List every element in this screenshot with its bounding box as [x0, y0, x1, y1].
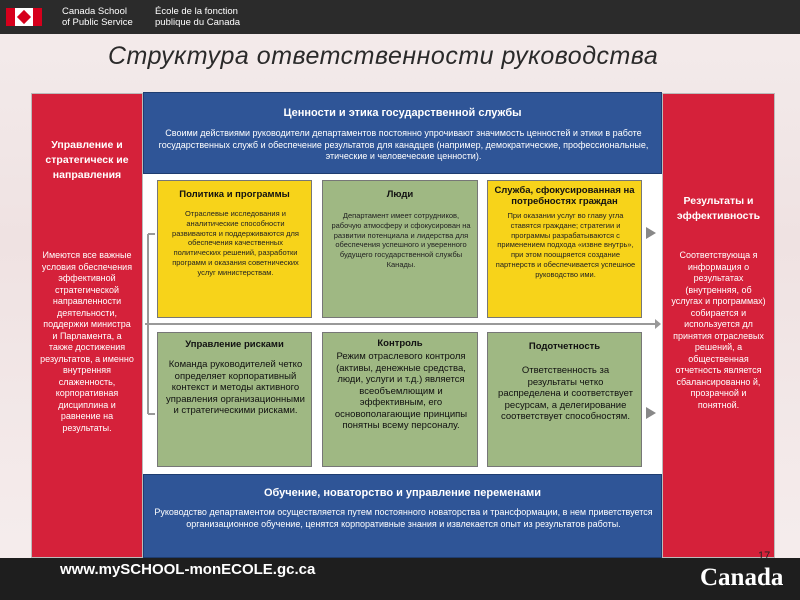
org-name-en: Canada School of Public Service [62, 6, 133, 28]
values-ethics-text: Своими действиями руководители департаментов постоянно упрочивают значимость ценностей и этики в работе государственных служб и обеспечение результатов для канадцев (например, демократические, профессиональные, этические и человеческие ценности). [158, 128, 649, 161]
left-panel [31, 93, 143, 558]
citizen-service-text: При оказании услуг во главу угла ставятся граждане; стратегии и программы разрабатываются с применением подхода «извне внутрь», при этом поощряется создание партнерств и обеспечивается успешное руководство ими. [495, 211, 636, 279]
risk-management-text: Команда руководителей четко определяет корпоративный контекст и методы активного управления организационными и стратегическими рисками. [166, 359, 305, 416]
accountability-box [487, 332, 642, 467]
left-panel-text: Имеются все важные условия обеспечения эффективной стратегической направленности деятельности, поддержки министра и Парламента, а также достижения результатов, а именно внутренняя слаженность, корпоративная дисциплина и равнение на результаты. [40, 250, 134, 433]
control-box [322, 332, 478, 467]
learning-innovation-band [143, 474, 662, 558]
values-ethics-band [143, 92, 662, 174]
policy-programs-heading: Политика и программы [179, 189, 290, 200]
control-text: Режим отраслевого контроля (активы, денежные средства, люди, услуги и т.д.) является всеобъемлющим и эффективным, его основополагающие принципы понятны всему персоналу. [334, 351, 468, 431]
right-panel [662, 93, 775, 558]
canada-flag-icon [6, 8, 42, 26]
values-ethics-heading: Ценности и этика государственной службы [283, 107, 522, 119]
learning-innovation-text: Руководство департаментом осуществляется путем постоянного новаторства и трансформации, в нем приветствуется организационное обучение, ценятся корпоративные знания и извлекается опыт из результатов работы. [154, 507, 653, 529]
citizen-service-box [487, 180, 642, 318]
risk-management-box [157, 332, 312, 467]
org-name-fr: École de la fonction publique du Canada [155, 6, 241, 28]
page-title: Структура ответственности руководства [108, 42, 659, 70]
people-heading: Люди [386, 189, 414, 200]
citizen-service-heading: Служба, сфокусированная на потребностях граждан [494, 185, 635, 207]
control-heading: Контроль [377, 338, 423, 349]
canada-wordmark: Canada [700, 564, 784, 591]
page-number: 17 [758, 550, 771, 562]
right-panel-text: Соответствующа я информация о результатах (внутренняя, об услугах и программах) собирается и используется дл принятия отраслевых решений, а общественная отчетность является сбалансированно й, прозрачной и понятной. [671, 250, 766, 410]
left-panel-heading: Управление и стратегическ ие направления [45, 139, 129, 181]
right-arrows [640, 225, 662, 425]
people-box [322, 180, 478, 318]
right-panel-heading: Результаты и эффективность [676, 195, 761, 222]
risk-management-heading: Управление рисками [185, 339, 284, 350]
accountability-heading: Подотчетность [528, 341, 601, 352]
accountability-text: Ответственность за результаты четко распределена и соответствует ресурсам, а делегирование соответствует способностям. [498, 365, 633, 422]
footer-url-link[interactable]: www.mySCHOOL-monECOLE.gc.ca [60, 561, 316, 578]
policy-programs-box [157, 180, 312, 318]
learning-innovation-heading: Обучение, новаторство и управление переменами [263, 487, 542, 499]
people-text: Департамент имеет сотрудников, рабочую атмосферу и сфокусирован на развитии потенциала и лидерства для обеспечения успешного и уверенного будущего государственной службы Канады. [331, 211, 471, 269]
policy-programs-text: Отраслевые исследования и аналитические способности развиваются и поддерживаются для обеспечения качественных политических решений, разработки программ и оказания советнических услуг министерствам. [172, 209, 299, 277]
